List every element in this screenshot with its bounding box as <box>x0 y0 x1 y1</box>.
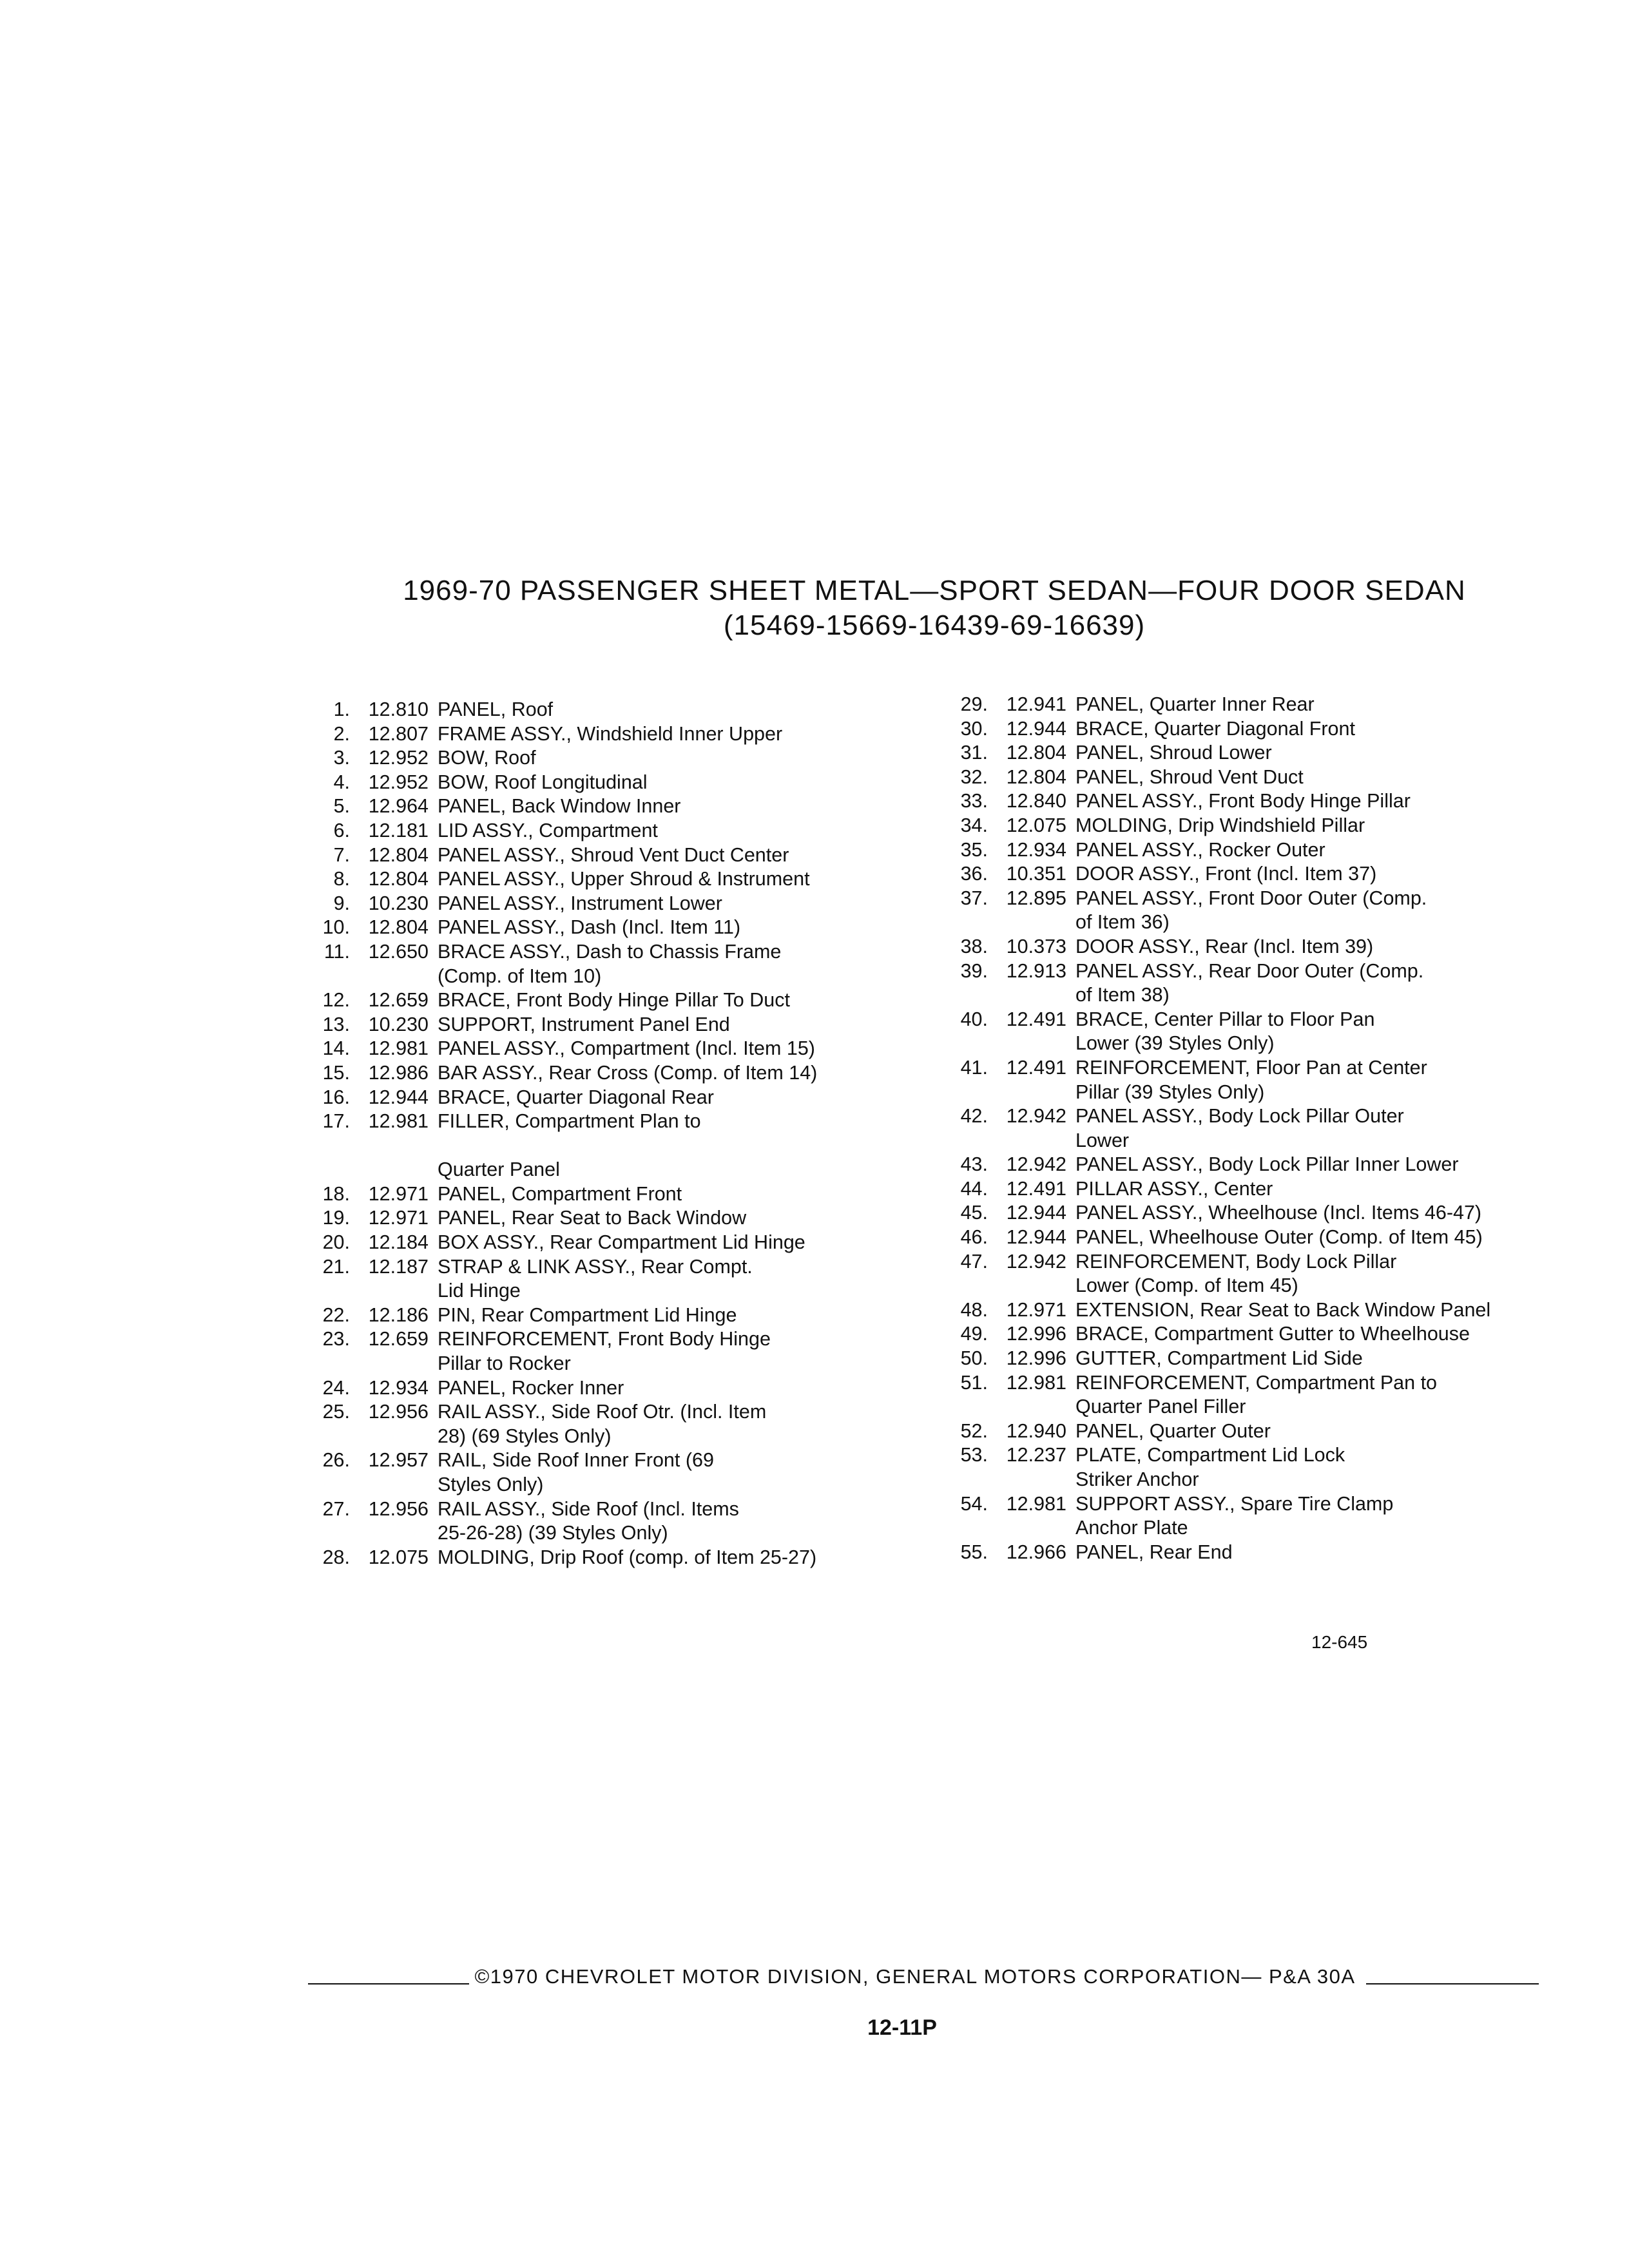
item-desc: PANEL ASSY., Shroud Vent Duct Center <box>438 843 789 866</box>
item-code: 12.964 <box>368 795 429 818</box>
item-desc: RAIL, Side Roof Inner Front (69 Styles Only) <box>438 1449 714 1495</box>
item-num: 38. <box>960 935 988 957</box>
item-desc: PANEL ASSY., Front Body Hinge Pillar <box>1075 790 1411 812</box>
item-desc: PANEL ASSY., Rear Door Outer (Comp. of Item 38) <box>1075 959 1424 1006</box>
item-num: 15. <box>322 1061 350 1084</box>
item-num: 47. <box>960 1250 988 1273</box>
item-desc: PANEL, Shroud Lower <box>1075 742 1272 764</box>
item-code: 12.940 <box>1006 1419 1066 1442</box>
item-code: 12.981 <box>368 1110 429 1133</box>
item-desc: REINFORCEMENT, Floor Pan at Center Pillar (39 Styles Only) <box>1075 1056 1427 1103</box>
list-item <box>300 1182 944 1207</box>
item-code: 12.804 <box>1006 742 1066 764</box>
item-code: 12.996 <box>1006 1347 1066 1370</box>
item-code: 12.981 <box>1006 1371 1066 1394</box>
item-num: 42. <box>960 1105 988 1128</box>
list-item <box>938 1322 1582 1347</box>
list-item <box>938 1371 1582 1419</box>
item-desc: PLATE, Compartment Lid Lock Striker Anchor <box>1075 1444 1345 1490</box>
item-desc: RAIL ASSY., Side Roof (Incl. Items 25-26-28) (39 Styles Only) <box>438 1497 739 1544</box>
item-desc: RAIL ASSY., Side Roof Otr. (Incl. Item 28) (69 Styles Only) <box>438 1401 767 1447</box>
list-item <box>938 1201 1582 1225</box>
item-desc: MOLDING, Drip Roof (comp. of Item 25-27) <box>438 1546 817 1568</box>
item-desc: PANEL, Wheelhouse Outer (Comp. of Item 45) <box>1075 1226 1483 1249</box>
item-num: 44. <box>960 1177 988 1200</box>
item-num: 12. <box>322 989 350 1012</box>
item-code: 10.351 <box>1006 863 1066 885</box>
list-item <box>300 1231 944 1255</box>
item-num: 40. <box>960 1008 988 1030</box>
item-code: 12.981 <box>1006 1492 1066 1515</box>
item-num: 3. <box>333 747 350 769</box>
item-desc: FILLER, Compartment Plan to Quarter Panel <box>438 1110 701 1181</box>
item-code: 12.181 <box>368 819 429 841</box>
list-item <box>300 1110 944 1182</box>
item-code: 12.971 <box>368 1182 429 1205</box>
item-num: 6. <box>333 819 350 841</box>
item-num: 29. <box>960 693 988 715</box>
list-item <box>938 1153 1582 1177</box>
list-item <box>938 1541 1582 1565</box>
item-num: 53. <box>960 1444 988 1466</box>
item-num: 11. <box>323 940 350 963</box>
item-code: 12.957 <box>368 1449 429 1472</box>
item-num: 39. <box>960 959 988 982</box>
item-desc: PANEL, Rocker Inner <box>438 1376 624 1399</box>
item-code: 12.996 <box>1006 1323 1066 1345</box>
item-num: 37. <box>960 887 988 909</box>
item-num: 8. <box>333 868 350 890</box>
item-desc: PANEL, Quarter Inner Rear <box>1075 693 1315 715</box>
item-num: 54. <box>960 1492 988 1515</box>
item-num: 24. <box>322 1376 350 1399</box>
list-item <box>300 867 944 892</box>
item-desc: DOOR ASSY., Rear (Incl. Item 39) <box>1075 935 1374 957</box>
list-item <box>300 1497 944 1546</box>
item-code: 12.491 <box>1006 1177 1066 1200</box>
page-number: 12-11P <box>867 2015 937 2040</box>
item-num: 35. <box>960 838 988 861</box>
list-item <box>300 771 944 795</box>
item-desc: PANEL ASSY., Wheelhouse (Incl. Items 46-47) <box>1075 1202 1482 1224</box>
item-num: 7. <box>333 843 350 866</box>
list-item <box>300 1376 944 1401</box>
list-item <box>938 765 1582 790</box>
item-desc: PANEL ASSY., Rocker Outer <box>1075 838 1325 861</box>
item-desc: PANEL, Rear End <box>1075 1541 1233 1563</box>
item-num: 51. <box>960 1371 988 1394</box>
list-item <box>938 741 1582 765</box>
item-code: 12.804 <box>368 843 429 866</box>
item-code: 12.184 <box>368 1231 429 1254</box>
list-item <box>938 1492 1582 1541</box>
title-line-2: (15469-15669-16439-69-16639) <box>723 610 1146 641</box>
item-code: 12.981 <box>368 1037 429 1060</box>
item-num: 2. <box>333 722 350 745</box>
item-num: 28. <box>322 1546 350 1568</box>
item-code: 12.971 <box>368 1207 429 1229</box>
item-num: 36. <box>960 863 988 885</box>
item-code: 10.373 <box>1006 935 1066 957</box>
item-code: 12.840 <box>1006 790 1066 812</box>
item-code: 12.934 <box>368 1376 429 1399</box>
item-num: 31. <box>960 742 988 764</box>
item-desc: REINFORCEMENT, Body Lock Pillar Lower (Comp. of Item 45) <box>1075 1250 1397 1297</box>
item-desc: PANEL, Rear Seat to Back Window <box>438 1207 747 1229</box>
item-num: 43. <box>960 1153 988 1176</box>
item-desc: BRACE, Compartment Gutter to Wheelhouse <box>1075 1323 1470 1345</box>
list-item <box>938 838 1582 863</box>
item-code: 12.956 <box>368 1401 429 1423</box>
item-desc: PANEL ASSY., Front Door Outer (Comp. of Item 36) <box>1075 887 1427 934</box>
list-item <box>300 940 944 988</box>
item-code: 12.659 <box>368 1328 429 1350</box>
item-code: 10.230 <box>368 1013 429 1035</box>
item-desc: BOW, Roof Longitudinal <box>438 771 648 793</box>
item-desc: BRACE, Quarter Diagonal Rear <box>438 1086 714 1108</box>
footer-rule-right <box>1366 1983 1539 1984</box>
list-item <box>300 1327 944 1376</box>
item-desc: PIN, Rear Compartment Lid Hinge <box>438 1303 737 1326</box>
item-desc: BOX ASSY., Rear Compartment Lid Hinge <box>438 1231 805 1254</box>
list-item <box>938 1298 1582 1323</box>
list-item <box>938 887 1582 935</box>
item-code: 12.944 <box>1006 717 1066 740</box>
item-code: 12.186 <box>368 1303 429 1326</box>
item-num: 55. <box>960 1541 988 1563</box>
item-code: 12.804 <box>1006 765 1066 788</box>
list-item <box>300 1546 944 1570</box>
item-desc: PILLAR ASSY., Center <box>1075 1177 1273 1200</box>
list-item <box>938 862 1582 887</box>
item-desc: PANEL ASSY., Compartment (Incl. Item 15) <box>438 1037 815 1060</box>
page-title <box>361 573 1508 643</box>
list-item <box>300 819 944 843</box>
item-num: 21. <box>322 1255 350 1278</box>
item-desc: REINFORCEMENT, Compartment Pan to Quarter Panel Filler <box>1075 1371 1438 1418</box>
item-code: 12.650 <box>368 940 429 963</box>
list-item <box>300 892 944 916</box>
item-code: 12.952 <box>368 771 429 793</box>
list-item <box>938 1225 1582 1250</box>
item-desc: PANEL, Shroud Vent Duct <box>1075 765 1304 788</box>
item-num: 52. <box>960 1419 988 1442</box>
list-item <box>300 1400 944 1448</box>
item-code: 12.491 <box>1006 1008 1066 1030</box>
item-code: 12.944 <box>368 1086 429 1108</box>
item-num: 1. <box>333 698 350 720</box>
list-item <box>938 1056 1582 1104</box>
item-num: 33. <box>960 790 988 812</box>
item-desc: BAR ASSY., Rear Cross (Comp. of Item 14) <box>438 1061 818 1084</box>
list-item <box>300 1255 944 1303</box>
list-item <box>938 1419 1582 1444</box>
list-item <box>938 959 1582 1008</box>
item-num: 20. <box>322 1231 350 1254</box>
list-item <box>300 843 944 868</box>
item-desc: MOLDING, Drip Windshield Pillar <box>1075 814 1365 836</box>
item-desc: PANEL ASSY., Body Lock Pillar Outer Lower <box>1075 1105 1404 1151</box>
item-num: 17. <box>322 1110 350 1133</box>
item-code: 12.659 <box>368 989 429 1012</box>
list-item <box>938 1008 1582 1056</box>
item-num: 10. <box>322 916 350 939</box>
list-item <box>300 1037 944 1061</box>
item-num: 22. <box>322 1303 350 1326</box>
list-item <box>938 693 1582 717</box>
item-desc: PANEL ASSY., Body Lock Pillar Inner Lower <box>1075 1153 1459 1176</box>
item-num: 4. <box>333 771 350 793</box>
item-num: 50. <box>960 1347 988 1370</box>
title-line-1: 1969-70 PASSENGER SHEET METAL—SPORT SEDAN—FOUR DOOR SEDAN <box>403 575 1466 606</box>
item-desc: PANEL, Compartment Front <box>438 1182 682 1205</box>
list-item <box>300 1303 944 1328</box>
item-desc: PANEL, Back Window Inner <box>438 795 681 818</box>
item-code: 12.934 <box>1006 838 1066 861</box>
item-num: 16. <box>322 1086 350 1108</box>
item-desc: FRAME ASSY., Windshield Inner Upper <box>438 722 783 745</box>
item-num: 9. <box>333 892 350 914</box>
item-code: 12.942 <box>1006 1105 1066 1128</box>
list-item <box>300 1086 944 1110</box>
list-item <box>300 794 944 819</box>
item-num: 32. <box>960 765 988 788</box>
item-code: 12.971 <box>1006 1298 1066 1321</box>
item-num: 23. <box>322 1328 350 1350</box>
item-code: 12.986 <box>368 1061 429 1084</box>
item-code: 12.895 <box>1006 887 1066 909</box>
item-code: 12.944 <box>1006 1202 1066 1224</box>
list-item <box>300 1448 944 1497</box>
list-item <box>300 988 944 1013</box>
item-code: 12.075 <box>368 1546 429 1568</box>
list-item <box>300 1061 944 1086</box>
copyright-footer: ©1970 CHEVROLET MOTOR DIVISION, GENERAL MOTORS CORPORATION— P&A 30A <box>474 1965 1356 1988</box>
item-desc: GUTTER, Compartment Lid Side <box>1075 1347 1363 1370</box>
item-desc: BRACE, Quarter Diagonal Front <box>1075 717 1355 740</box>
item-code: 12.187 <box>368 1255 429 1278</box>
item-num: 46. <box>960 1226 988 1249</box>
list-item <box>938 1177 1582 1202</box>
item-desc: BOW, Roof <box>438 747 536 769</box>
item-code: 12.942 <box>1006 1153 1066 1176</box>
item-num: 49. <box>960 1323 988 1345</box>
item-code: 12.941 <box>1006 693 1066 715</box>
item-desc: BRACE, Center Pillar to Floor Pan Lower (39 Styles Only) <box>1075 1008 1375 1055</box>
item-num: 13. <box>322 1013 350 1035</box>
list-item <box>938 935 1582 959</box>
item-desc: BRACE, Front Body Hinge Pillar To Duct <box>438 989 790 1012</box>
item-num: 48. <box>960 1298 988 1321</box>
item-desc: PANEL, Quarter Outer <box>1075 1419 1271 1442</box>
item-code: 12.804 <box>368 868 429 890</box>
item-desc: PANEL ASSY., Dash (Incl. Item 11) <box>438 916 741 939</box>
item-desc: PANEL ASSY., Upper Shroud & Instrument <box>438 868 810 890</box>
item-desc: SUPPORT ASSY., Spare Tire Clamp Anchor Plate <box>1075 1492 1394 1539</box>
parts-list-left-column <box>300 698 944 1570</box>
item-code: 12.804 <box>368 916 429 939</box>
item-code: 12.491 <box>1006 1056 1066 1079</box>
item-desc: PANEL, Roof <box>438 698 554 720</box>
item-code: 12.956 <box>368 1497 429 1520</box>
item-code: 12.942 <box>1006 1250 1066 1273</box>
item-desc: DOOR ASSY., Front (Incl. Item 37) <box>1075 863 1377 885</box>
item-code: 12.966 <box>1006 1541 1066 1563</box>
item-code: 12.075 <box>1006 814 1066 836</box>
parts-list-right-column <box>938 693 1582 1564</box>
list-item <box>300 1206 944 1231</box>
item-desc: SUPPORT, Instrument Panel End <box>438 1013 730 1035</box>
item-code: 12.810 <box>368 698 429 720</box>
list-item <box>300 916 944 940</box>
list-item <box>300 746 944 771</box>
item-num: 34. <box>960 814 988 836</box>
list-item <box>938 789 1582 814</box>
item-code: 12.944 <box>1006 1226 1066 1249</box>
list-item <box>938 1104 1582 1153</box>
item-code: 12.913 <box>1006 959 1066 982</box>
item-code: 10.230 <box>368 892 429 914</box>
item-num: 5. <box>333 795 350 818</box>
list-item <box>300 1013 944 1037</box>
list-item <box>938 1250 1582 1298</box>
item-num: 25. <box>322 1401 350 1423</box>
item-num: 30. <box>960 717 988 740</box>
item-num: 18. <box>322 1182 350 1205</box>
list-item <box>938 717 1582 742</box>
list-item <box>938 1347 1582 1371</box>
item-code: 12.237 <box>1006 1444 1066 1466</box>
item-num: 45. <box>960 1202 988 1224</box>
item-num: 26. <box>322 1449 350 1472</box>
illustration-reference-code: 12-645 <box>1311 1632 1368 1652</box>
item-desc: REINFORCEMENT, Front Body Hinge Pillar to Rocker <box>438 1328 771 1375</box>
item-num: 14. <box>322 1037 350 1060</box>
list-item <box>300 698 944 722</box>
list-item <box>300 722 944 747</box>
item-num: 19. <box>322 1207 350 1229</box>
item-num: 41. <box>960 1056 988 1079</box>
item-code: 12.807 <box>368 722 429 745</box>
item-desc: LID ASSY., Compartment <box>438 819 658 841</box>
item-desc: PANEL ASSY., Instrument Lower <box>438 892 722 914</box>
item-desc: STRAP & LINK ASSY., Rear Compt. Lid Hinge <box>438 1255 753 1302</box>
footer-rule-left <box>308 1983 469 1984</box>
item-code: 12.952 <box>368 747 429 769</box>
item-num: 27. <box>322 1497 350 1520</box>
list-item <box>938 1443 1582 1492</box>
item-desc: BRACE ASSY., Dash to Chassis Frame (Comp. of Item 10) <box>438 940 782 987</box>
list-item <box>938 814 1582 838</box>
item-desc: EXTENSION, Rear Seat to Back Window Panel <box>1075 1298 1491 1321</box>
